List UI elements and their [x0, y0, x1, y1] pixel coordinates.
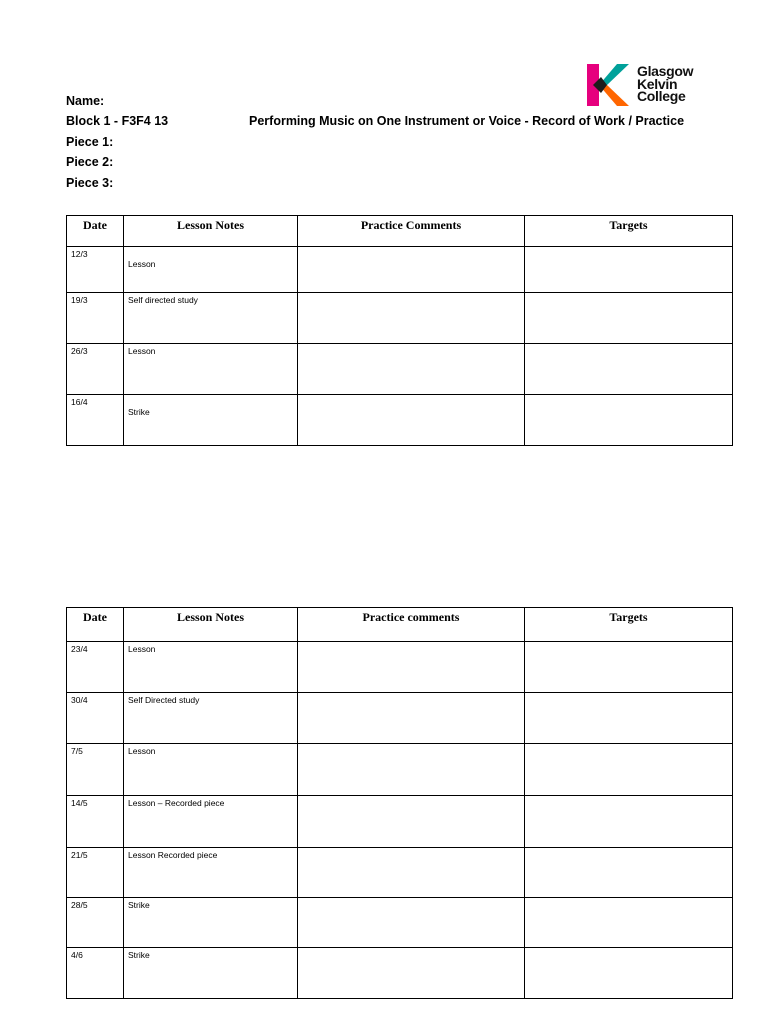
practice-comments-header: Practice Comments — [298, 216, 525, 247]
date-text: 12/3 — [71, 249, 88, 259]
lesson-notes-cell — [124, 796, 298, 848]
lesson-notes-cell — [124, 293, 298, 344]
targets-cell[interactable] — [525, 344, 733, 395]
lesson-notes-cell — [124, 948, 298, 999]
date-text: 7/5 — [71, 746, 83, 756]
date-cell — [67, 642, 124, 693]
record-table-1 — [66, 215, 733, 446]
practice-comments-cell[interactable] — [298, 848, 525, 898]
date-cell — [67, 293, 124, 344]
page-title: Performing Music on One Instrument or Voice - Record of Work / Practice — [249, 114, 685, 128]
targets-cell[interactable] — [525, 796, 733, 848]
date-text: 14/5 — [71, 798, 88, 808]
table-row — [67, 948, 733, 999]
lesson-notes-text: Strike — [128, 407, 150, 417]
practice-comments-cell[interactable] — [298, 247, 525, 293]
lesson-notes-cell — [124, 898, 298, 948]
practice-comments-cell[interactable] — [298, 642, 525, 693]
college-logo-text — [637, 65, 693, 103]
date-header: Date — [67, 216, 124, 247]
lesson-notes-text: Lesson Recorded piece — [128, 850, 218, 860]
table-row — [67, 848, 733, 898]
lesson-notes-cell — [124, 247, 298, 293]
piece-1-label: Piece 1: — [66, 135, 114, 149]
targets-cell[interactable] — [525, 293, 733, 344]
lesson-notes-cell — [124, 744, 298, 796]
lesson-notes-text: Self Directed study — [128, 695, 200, 705]
lesson-notes-header: Lesson Notes — [124, 216, 298, 247]
lesson-notes-cell — [124, 693, 298, 744]
practice-comments-cell[interactable] — [298, 344, 525, 395]
targets-cell[interactable] — [525, 948, 733, 999]
lesson-notes-cell — [124, 848, 298, 898]
date-cell — [67, 395, 124, 446]
piece-2-label: Piece 2: — [66, 155, 114, 169]
college-logo-mark-icon — [587, 64, 633, 106]
date-text: 4/6 — [71, 950, 83, 960]
lesson-notes-text: Strike — [128, 900, 150, 910]
lesson-notes-cell — [124, 642, 298, 693]
lesson-notes-header: Lesson Notes — [124, 608, 298, 642]
table-row — [67, 693, 733, 744]
table-row — [67, 344, 733, 395]
practice-comments-header: Practice comments — [298, 608, 525, 642]
date-text: 23/4 — [71, 644, 88, 654]
table-row — [67, 642, 733, 693]
lesson-notes-text: Lesson — [128, 259, 156, 269]
piece-3-label: Piece 3: — [66, 176, 114, 190]
date-header: Date — [67, 608, 124, 642]
table-row — [67, 898, 733, 948]
date-text: 28/5 — [71, 900, 88, 910]
targets-cell[interactable] — [525, 247, 733, 293]
practice-comments-cell[interactable] — [298, 898, 525, 948]
block-label: Block 1 - F3F4 13 — [66, 114, 169, 128]
table-row — [67, 744, 733, 796]
targets-cell[interactable] — [525, 898, 733, 948]
practice-comments-cell[interactable] — [298, 395, 525, 446]
record-table-2 — [66, 607, 733, 999]
lesson-notes-text: Strike — [128, 950, 150, 960]
logo-line-3: College — [637, 88, 686, 104]
lesson-notes-cell — [124, 344, 298, 395]
name-label: Name: — [66, 94, 105, 108]
targets-cell[interactable] — [525, 848, 733, 898]
practice-comments-cell[interactable] — [298, 293, 525, 344]
lesson-notes-text: Self directed study — [128, 295, 198, 305]
logo-line-2: Kelvin — [637, 75, 678, 92]
targets-cell[interactable] — [525, 642, 733, 693]
lesson-notes-cell — [124, 395, 298, 446]
lesson-notes-text: Lesson – Recorded piece — [128, 798, 225, 808]
logo-line-1: Glasgow — [637, 63, 694, 79]
practice-comments-cell[interactable] — [298, 796, 525, 848]
date-text: 30/4 — [71, 695, 88, 705]
college-logo — [587, 64, 717, 108]
table-row — [67, 796, 733, 848]
targets-cell[interactable] — [525, 395, 733, 446]
date-cell — [67, 744, 124, 796]
lesson-notes-text: Lesson — [128, 346, 156, 356]
table-row — [67, 293, 733, 344]
targets-cell[interactable] — [525, 693, 733, 744]
practice-comments-cell[interactable] — [298, 948, 525, 999]
lesson-notes-text: Lesson — [128, 746, 156, 756]
table-row — [67, 247, 733, 293]
practice-comments-cell[interactable] — [298, 744, 525, 796]
practice-comments-cell[interactable] — [298, 693, 525, 744]
table-header-row — [67, 608, 733, 642]
targets-header: Targets — [525, 216, 733, 247]
date-text: 19/3 — [71, 295, 88, 305]
date-cell — [67, 247, 124, 293]
date-text: 21/5 — [71, 850, 88, 860]
date-cell — [67, 898, 124, 948]
date-text: 16/4 — [71, 397, 88, 407]
date-cell — [67, 344, 124, 395]
date-cell — [67, 796, 124, 848]
targets-header: Targets — [525, 608, 733, 642]
date-cell — [67, 693, 124, 744]
date-cell — [67, 948, 124, 999]
targets-cell[interactable] — [525, 744, 733, 796]
date-text: 26/3 — [71, 346, 88, 356]
table-header-row — [67, 216, 733, 247]
table-row — [67, 395, 733, 446]
lesson-notes-text: Lesson — [128, 644, 156, 654]
date-cell — [67, 848, 124, 898]
